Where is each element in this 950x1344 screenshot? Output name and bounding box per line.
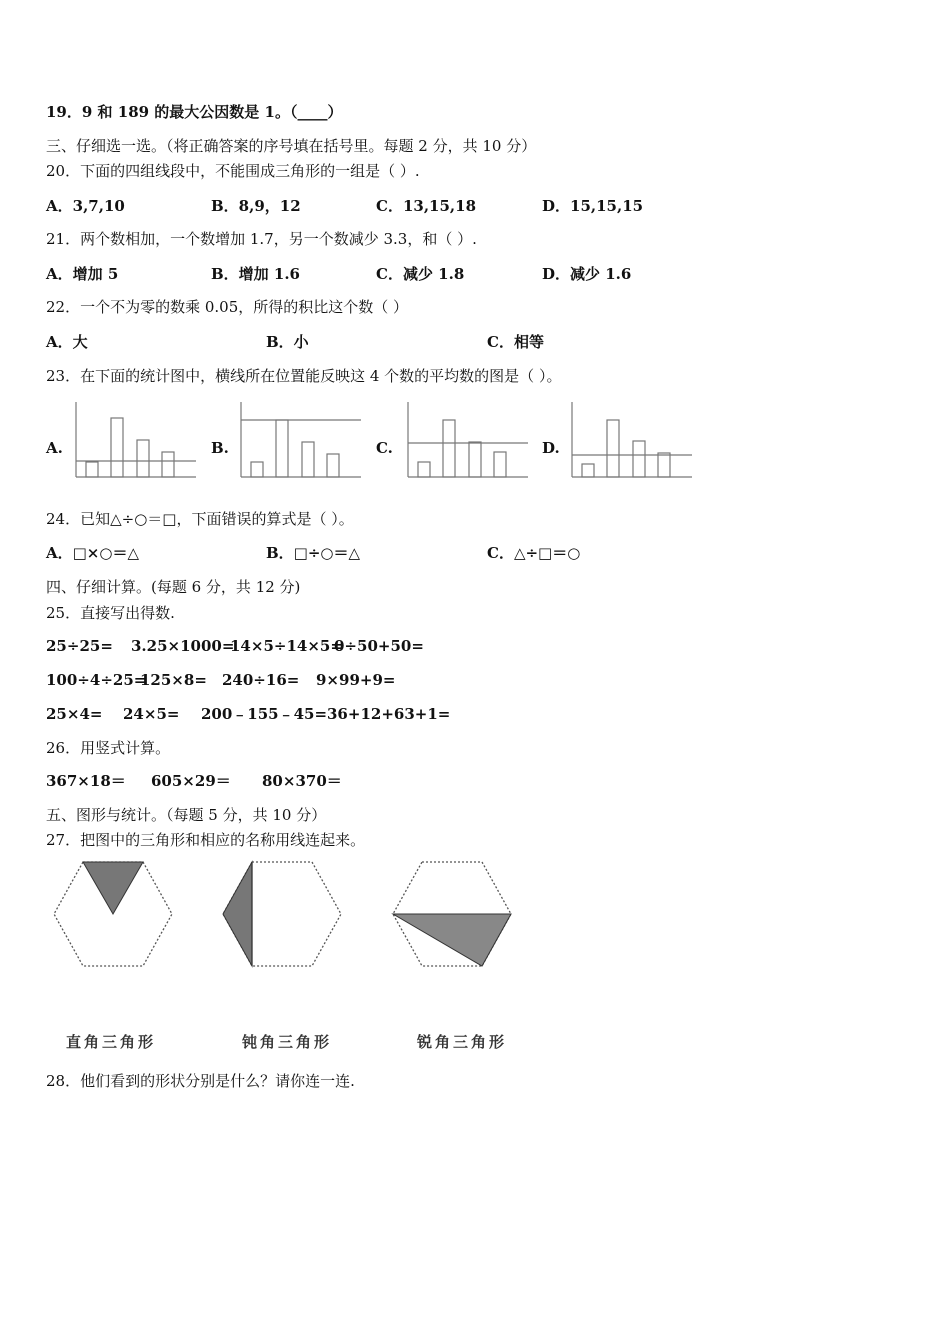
q25-row2-item: 125×8= xyxy=(140,671,207,689)
section-4-heading: 四、仔细计算。(每题 6 分，共 12 分) xyxy=(46,578,301,596)
q23-option-c-label: C. xyxy=(376,439,393,457)
q25-row1-item: 0÷50+50= xyxy=(334,637,424,655)
question-25-stem: 25．直接写出得数. xyxy=(46,604,175,622)
q23-option-b-label: B. xyxy=(211,439,229,457)
q22-option-c: C．相等 xyxy=(487,333,544,351)
hexagon-figure-right-triangle xyxy=(50,858,176,970)
q25-row2-item: 9×99+9= xyxy=(316,671,396,689)
q25-row3-item: 25×4= xyxy=(46,705,103,723)
q25-row1-item: 14×5÷14×5= xyxy=(230,637,343,655)
q23-chart-c xyxy=(406,400,530,480)
hexagon-figure-obtuse-triangle xyxy=(219,858,345,970)
q23-chart-d xyxy=(570,400,694,480)
q25-row1-item: 25÷25= xyxy=(46,637,113,655)
q25-row2-item: 100÷4÷25= xyxy=(46,671,147,689)
q24-option-c: C．△÷□＝○ xyxy=(487,544,581,562)
question-24-stem: 24．已知△÷○＝□，下面错误的算式是（ ）。 xyxy=(46,510,354,528)
q20-option-b: B．8,9，12 xyxy=(211,197,301,215)
question-23-stem: 23．在下面的统计图中，横线所在位置能反映这 4 个数的平均数的图是（ ）。 xyxy=(46,367,562,385)
q23-chart-a xyxy=(74,400,198,480)
section-5-heading: 五、图形与统计。（每题 5 分，共 10 分） xyxy=(46,806,327,824)
q25-row3-item: 200﹣155﹣45= xyxy=(201,705,328,723)
q24-option-a: A．□×○＝△ xyxy=(46,544,140,562)
q21-option-c: C．减少 1.8 xyxy=(376,265,465,283)
q24-option-b: B．□÷○＝△ xyxy=(266,544,361,562)
label-acute-triangle: 锐角三角形 xyxy=(417,1033,508,1051)
question-26-stem: 26．用竖式计算。 xyxy=(46,739,171,757)
question-21-stem: 21．两个数相加，一个数增加 1.7，另一个数减少 3.3，和（ ）. xyxy=(46,230,477,248)
q23-option-d-label: D. xyxy=(542,439,560,457)
q23-chart-b xyxy=(239,400,363,480)
q21-option-b: B．增加 1.6 xyxy=(211,265,300,283)
label-obtuse-triangle: 钝角三角形 xyxy=(242,1033,333,1051)
section-3-heading: 三、仔细选一选。（将正确答案的序号填在括号里。每题 2 分，共 10 分） xyxy=(46,137,537,155)
q26-item: 605×29＝ xyxy=(151,772,231,790)
question-27-stem: 27．把图中的三角形和相应的名称用线连起来。 xyxy=(46,831,366,849)
q21-option-a: A．增加 5 xyxy=(46,265,119,283)
q20-option-a: A．3,7,10 xyxy=(46,197,125,215)
q25-row2-item: 240÷16= xyxy=(222,671,300,689)
q23-option-a-label: A. xyxy=(46,439,63,457)
question-20-stem: 20．下面的四组线段中，不能围成三角形的一组是（ ）. xyxy=(46,162,420,180)
question-28: 28．他们看到的形状分别是什么？请你连一连. xyxy=(46,1072,355,1090)
hexagon-figure-acute-triangle xyxy=(389,858,515,970)
q26-item: 367×18＝ xyxy=(46,772,126,790)
q22-option-b: B．小 xyxy=(266,333,309,351)
q25-row1-item: 3.25×1000= xyxy=(131,637,235,655)
q21-option-d: D．减少 1.6 xyxy=(542,265,632,283)
label-right-triangle: 直角三角形 xyxy=(66,1033,157,1051)
q25-row3-item: 36+12+63+1= xyxy=(327,705,451,723)
question-19: 19．9 和 189 的最大公因数是 1。（____） xyxy=(46,103,343,121)
q22-option-a: A．大 xyxy=(46,333,88,351)
q20-option-d: D．15,15,15 xyxy=(542,197,644,215)
q26-item: 80×370＝ xyxy=(262,772,342,790)
q25-row3-item: 24×5= xyxy=(123,705,180,723)
q20-option-c: C．13,15,18 xyxy=(376,197,477,215)
question-22-stem: 22．一个不为零的数乘 0.05，所得的积比这个数（ ） xyxy=(46,298,409,316)
